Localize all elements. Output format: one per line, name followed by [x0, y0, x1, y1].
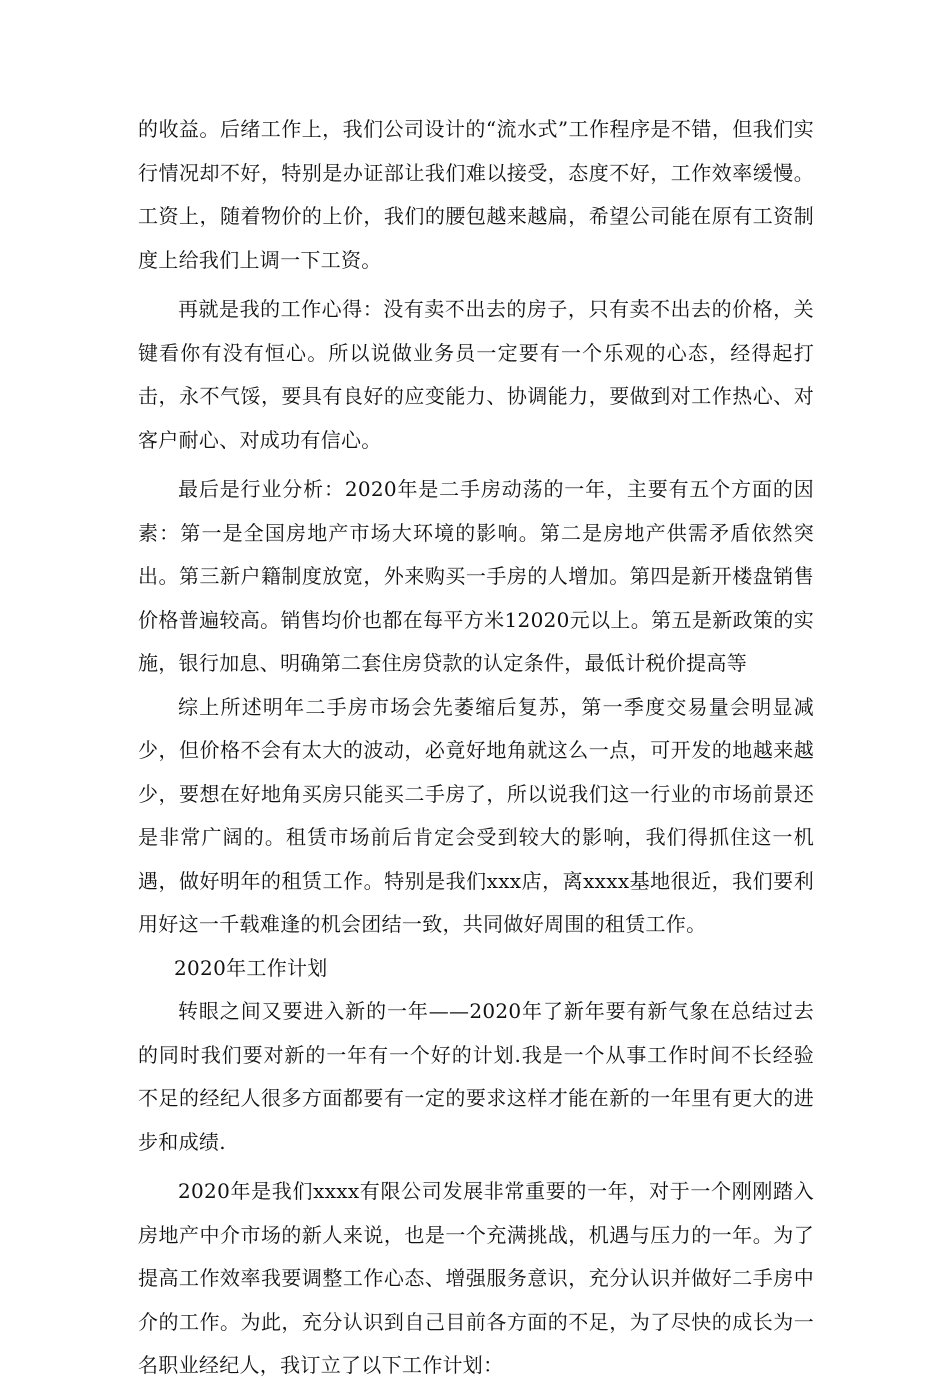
paragraph-industry-analysis: 最后是行业分析：2020年是二手房动荡的一年，主要有五个方面的因素：第一是全国房地产市场大环境的影响。第二是房地产供需矛盾依然突出。第三新户籍制度放宽，外来购买一手房的人增加。第四是新开楼盘销售价格普遍较高。销售均价也都在每平方米12020元以上。第五是新政策的实施，银行加息、明确第二套住房贷款的认定条件，最低计税价提高等: [138, 477, 814, 675]
paragraph-income-continuation: 的收益。后绪工作上，我们公司设计的“流水式”工作程序是不错，但我们实行情况却不好，特别是办证部让我们难以接受，态度不好，工作效率缓慢。工资上，随着物价的上价，我们的腰包越来越扁，希望公司能在原有工资制度上给我们上调一下工资。: [138, 117, 814, 272]
paragraph-company-year: 2020年是我们xxxx有限公司发展非常重要的一年，对于一个刚刚踏入房地产中介市场的新人来说，也是一个充满挑战，机遇与压力的一年。为了提高工作效率我要调整工作心态、增强服务意识，充分认识并做好二手房中介的工作。为此，充分认识到自己目前各方面的不足，为了尽快的成长为一名职业经纪人，我订立了以下工作计划：: [138, 1179, 814, 1377]
document-body: [138, 108, 814, 1388]
paragraph-work-experience: 再就是我的工作心得：没有卖不出去的房子，只有卖不出去的价格，关键看你有没有恒心。所以说做业务员一定要有一个乐观的心态，经得起打击，永不气馁，要具有良好的应变能力、协调能力，要做到对工作热心、对客户耐心、对成功有信心。: [138, 297, 814, 452]
paragraph-market-outlook: 综上所述明年二手房市场会先萎缩后复苏，第一季度交易量会明显减少，但价格不会有太大的波动，必竟好地角就这么一点，可开发的地越来越少，要想在好地角买房只能买二手房了，所以说我们这一行业的市场前景还是非常广阔的。租赁市场前后肯定会受到较大的影响，我们得抓住这一机遇，做好明年的租赁工作。特别是我们xxx店，离xxxx基地很近，我们要利用好这一千载难逢的机会团结一致，共同做好周围的租赁工作。: [138, 694, 814, 936]
paragraph-new-year-intro: 转眼之间又要进入新的一年——2020年了新年要有新气象在总结过去的同时我们要对新的一年有一个好的计划.我是一个从事工作时间不长经验不足的经纪人很多方面都要有一定的要求这样才能在新的一年里有更大的进步和成绩.: [138, 999, 814, 1154]
section-heading-work-plan: 2020年工作计划: [174, 955, 328, 980]
